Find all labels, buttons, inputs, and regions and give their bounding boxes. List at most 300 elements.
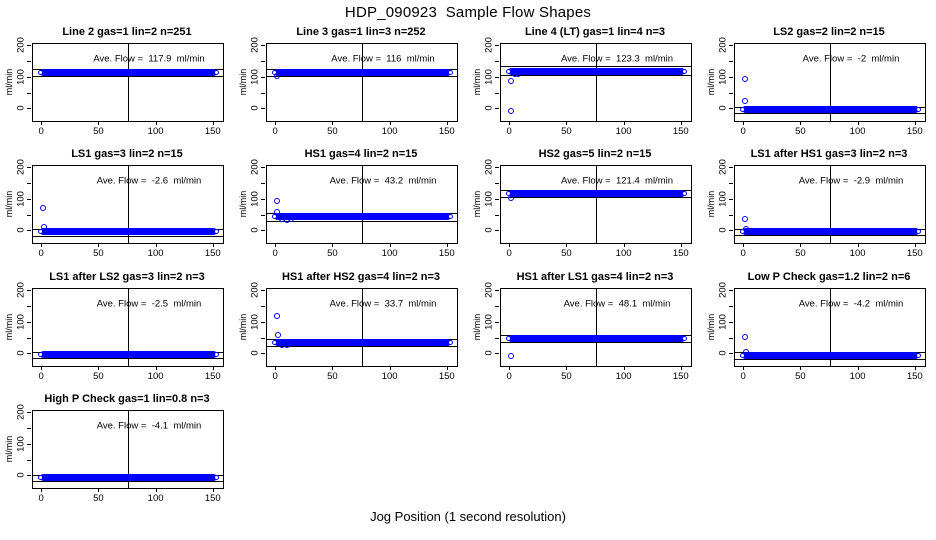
subplot-title: LS1 after LS2 gas=3 lin=2 n=3: [49, 271, 205, 283]
data-band: [40, 228, 217, 235]
band-endpoint-marker: [448, 70, 453, 75]
band-endpoint-marker: [916, 353, 921, 358]
x-tick-mark: [98, 488, 99, 492]
subplot-title: HS2 gas=5 lin=2 n=15: [538, 148, 652, 160]
figure-title: HDP_090923 Sample Flow Shapes: [344, 4, 592, 21]
x-tick-label: 50: [795, 371, 806, 382]
y-tick-mark: [261, 338, 265, 339]
y-tick-label: 200: [249, 37, 261, 53]
y-tick-mark: [27, 230, 31, 231]
band-endpoint-marker: [272, 340, 277, 345]
x-tick-label: 150: [204, 371, 221, 382]
x-tick-mark: [858, 366, 859, 370]
y-tick-mark: [729, 306, 733, 307]
y-tick-label: 200: [15, 404, 27, 420]
x-tick-mark: [509, 121, 510, 125]
x-tick-mark: [156, 121, 157, 125]
average-flow-annotation: Ave. Flow = 117.9 ml/min: [93, 53, 205, 65]
y-tick-label: 200: [717, 282, 729, 298]
y-tick-mark: [729, 230, 733, 231]
x-tick-mark: [98, 243, 99, 247]
x-tick-mark: [332, 366, 333, 370]
band-endpoint-marker: [448, 340, 453, 345]
y-tick-mark: [261, 108, 265, 109]
x-tick-label: 0: [38, 371, 44, 382]
y-tick-mark: [27, 428, 31, 429]
y-tick-mark: [27, 167, 31, 168]
x-tick-mark: [858, 243, 859, 247]
x-tick-label: 50: [795, 248, 806, 259]
x-tick-label: 50: [93, 126, 104, 137]
y-tick-mark: [261, 167, 265, 168]
data-band: [274, 339, 451, 346]
y-axis-label: ml/min: [472, 313, 482, 340]
data-band: [742, 228, 919, 235]
subplot-title: LS2 gas=2 lin=2 n=15: [773, 26, 885, 38]
x-tick-label: 0: [38, 248, 44, 259]
y-tick-label: 0: [483, 105, 495, 111]
x-tick-mark: [915, 366, 916, 370]
average-flow-annotation: Ave. Flow = 33.7 ml/min: [329, 298, 437, 310]
plot-box: [734, 165, 926, 244]
x-tick-mark: [156, 243, 157, 247]
outlier-point: [742, 98, 748, 104]
x-tick-label: 0: [506, 126, 512, 137]
y-tick-mark: [729, 167, 733, 168]
y-tick-mark: [261, 322, 265, 323]
y-tick-mark: [27, 108, 31, 109]
y-tick-mark: [729, 290, 733, 291]
subplot-panel: [702, 263, 936, 385]
x-tick-mark: [509, 366, 510, 370]
subplot-panel: [0, 263, 234, 385]
y-axis-label: ml/min: [472, 68, 482, 95]
y-tick-mark: [729, 353, 733, 354]
x-tick-mark: [624, 121, 625, 125]
y-tick-mark: [261, 306, 265, 307]
x-tick-label: 100: [147, 248, 164, 259]
y-tick-mark: [27, 475, 31, 476]
y-tick-label: 0: [249, 350, 261, 356]
x-tick-mark: [275, 121, 276, 125]
y-tick-mark: [495, 215, 499, 216]
outlier-point: [274, 313, 280, 319]
plot-box: [32, 165, 224, 244]
outlier-point: [742, 334, 748, 340]
data-band: [274, 213, 451, 220]
plot-box: [500, 165, 692, 244]
band-endpoint-marker: [682, 69, 687, 74]
outlier-point: [275, 332, 281, 338]
data-band: [40, 351, 217, 358]
subplot-title: LS1 gas=3 lin=2 n=15: [71, 148, 183, 160]
x-tick-mark: [332, 121, 333, 125]
x-tick-mark: [681, 121, 682, 125]
x-tick-label: 0: [740, 248, 746, 259]
x-tick-label: 100: [147, 126, 164, 137]
x-tick-label: 50: [561, 371, 572, 382]
y-tick-mark: [27, 93, 31, 94]
x-tick-mark: [509, 243, 510, 247]
plot-box: [500, 288, 692, 367]
average-flow-annotation: Ave. Flow = -4.1 ml/min: [96, 420, 202, 432]
y-axis-label: ml/min: [472, 190, 482, 217]
band-endpoint-marker: [214, 229, 219, 234]
x-tick-label: 0: [506, 248, 512, 259]
y-tick-mark: [27, 322, 31, 323]
x-tick-label: 150: [906, 371, 923, 382]
y-tick-mark: [495, 322, 499, 323]
y-tick-mark: [27, 77, 31, 78]
subplot-panel: [468, 140, 702, 262]
y-tick-label: 0: [717, 227, 729, 233]
y-tick-mark: [495, 306, 499, 307]
y-tick-label: 200: [249, 282, 261, 298]
y-axis-label: ml/min: [238, 313, 248, 340]
y-tick-mark: [729, 93, 733, 94]
y-tick-mark: [261, 183, 265, 184]
y-tick-label: 100: [717, 190, 729, 207]
x-tick-label: 100: [849, 371, 866, 382]
outlier-point: [742, 76, 748, 82]
y-axis-label: ml/min: [706, 313, 716, 340]
y-tick-mark: [495, 183, 499, 184]
average-flow-annotation: Ave. Flow = -4.2 ml/min: [798, 298, 904, 310]
y-tick-label: 200: [483, 282, 495, 298]
x-tick-mark: [156, 366, 157, 370]
y-tick-mark: [495, 167, 499, 168]
subplot-title: Low P Check gas=1.2 lin=2 n=6: [747, 271, 911, 283]
x-tick-label: 0: [272, 126, 278, 137]
y-tick-mark: [27, 199, 31, 200]
y-tick-label: 100: [717, 313, 729, 330]
x-tick-mark: [681, 243, 682, 247]
outlier-point: [508, 195, 514, 201]
y-tick-label: 200: [15, 37, 27, 53]
x-tick-mark: [41, 366, 42, 370]
x-tick-label: 150: [438, 248, 455, 259]
y-axis-label: ml/min: [238, 190, 248, 217]
x-tick-mark: [566, 243, 567, 247]
x-tick-label: 50: [327, 371, 338, 382]
band-endpoint-marker: [38, 70, 43, 75]
x-tick-label: 0: [38, 126, 44, 137]
outlier-point: [274, 198, 280, 204]
x-tick-mark: [624, 243, 625, 247]
data-band: [508, 190, 685, 197]
plot-box: [734, 288, 926, 367]
x-tick-mark: [447, 243, 448, 247]
average-flow-annotation: Ave. Flow = -2.6 ml/min: [96, 175, 202, 187]
y-tick-mark: [27, 61, 31, 62]
subplot-title: HS1 after LS1 gas=4 lin=2 n=3: [516, 271, 674, 283]
x-tick-mark: [213, 121, 214, 125]
subplot-panel: [0, 385, 234, 507]
y-tick-mark: [27, 412, 31, 413]
x-tick-label: 50: [327, 248, 338, 259]
average-flow-annotation: Ave. Flow = 116 ml/min: [331, 53, 435, 65]
y-tick-label: 100: [717, 68, 729, 85]
x-tick-mark: [800, 121, 801, 125]
data-band: [508, 335, 685, 342]
plot-box: [500, 43, 692, 122]
y-tick-mark: [729, 199, 733, 200]
y-tick-label: 100: [483, 313, 495, 330]
y-tick-mark: [495, 353, 499, 354]
plot-box: [266, 43, 458, 122]
y-tick-mark: [261, 93, 265, 94]
band-endpoint-marker: [214, 352, 219, 357]
band-endpoint-marker: [916, 229, 921, 234]
plot-box: [32, 43, 224, 122]
x-tick-label: 0: [272, 371, 278, 382]
x-tick-label: 100: [615, 126, 632, 137]
x-tick-label: 0: [272, 248, 278, 259]
subplot-panel: [234, 263, 468, 385]
y-tick-mark: [27, 460, 31, 461]
x-tick-label: 150: [672, 126, 689, 137]
y-axis-label: ml/min: [238, 68, 248, 95]
y-tick-label: 200: [483, 159, 495, 175]
x-tick-label: 150: [204, 126, 221, 137]
average-flow-annotation: Ave. Flow = -2 ml/min: [802, 53, 900, 65]
average-flow-annotation: Ave. Flow = 48.1 ml/min: [563, 298, 671, 310]
x-tick-mark: [624, 366, 625, 370]
x-tick-label: 100: [849, 248, 866, 259]
x-tick-label: 100: [147, 493, 164, 504]
subplot-title: Line 4 (LT) gas=1 lin=4 n=3: [524, 26, 666, 38]
x-tick-mark: [275, 243, 276, 247]
outlier-point: [508, 353, 514, 359]
x-tick-mark: [681, 366, 682, 370]
y-tick-mark: [495, 45, 499, 46]
y-tick-label: 100: [249, 190, 261, 207]
x-tick-mark: [800, 366, 801, 370]
average-flow-annotation: Ave. Flow = 121.4 ml/min: [560, 175, 674, 187]
x-tick-label: 100: [615, 371, 632, 382]
x-tick-label: 50: [561, 248, 572, 259]
x-tick-label: 150: [438, 126, 455, 137]
x-tick-label: 50: [327, 126, 338, 137]
outlier-point: [742, 216, 748, 222]
y-tick-mark: [27, 290, 31, 291]
x-tick-mark: [447, 121, 448, 125]
y-tick-label: 0: [717, 105, 729, 111]
x-tick-label: 100: [381, 248, 398, 259]
y-tick-mark: [495, 61, 499, 62]
data-band: [742, 352, 919, 359]
x-tick-label: 150: [438, 371, 455, 382]
x-tick-mark: [156, 488, 157, 492]
y-tick-label: 0: [15, 227, 27, 233]
y-tick-label: 100: [15, 68, 27, 85]
x-tick-label: 100: [147, 371, 164, 382]
band-endpoint-marker: [682, 336, 687, 341]
x-tick-label: 100: [381, 371, 398, 382]
average-flow-annotation: Ave. Flow = 43.2 ml/min: [329, 175, 437, 187]
y-tick-mark: [495, 77, 499, 78]
outlier-point: [40, 205, 46, 211]
data-band: [274, 69, 451, 76]
y-tick-label: 200: [483, 37, 495, 53]
x-tick-mark: [41, 121, 42, 125]
subplot-title: HS1 gas=4 lin=2 n=15: [304, 148, 418, 160]
plot-box: [734, 43, 926, 122]
y-tick-mark: [27, 306, 31, 307]
y-tick-label: 0: [15, 105, 27, 111]
average-flow-annotation: Ave. Flow = -2.5 ml/min: [96, 298, 202, 310]
x-tick-label: 50: [93, 493, 104, 504]
subplot-title: LS1 after HS1 gas=3 lin=2 n=3: [750, 148, 908, 160]
x-tick-label: 100: [615, 248, 632, 259]
y-tick-label: 200: [15, 159, 27, 175]
plot-box: [266, 288, 458, 367]
x-axis-title: Jog Position (1 second resolution): [370, 509, 566, 524]
y-axis-label: ml/min: [4, 435, 14, 462]
subplot-panel: [702, 18, 936, 140]
plot-box: [32, 288, 224, 367]
y-tick-label: 100: [483, 190, 495, 207]
subplot-panel: [702, 140, 936, 262]
y-tick-label: 0: [717, 350, 729, 356]
y-tick-mark: [27, 215, 31, 216]
x-tick-mark: [390, 121, 391, 125]
subplot-title: Line 3 gas=1 lin=3 n=252: [296, 26, 426, 38]
y-tick-label: 200: [717, 37, 729, 53]
data-band: [40, 69, 217, 76]
subplot-panel: [468, 18, 702, 140]
x-tick-label: 150: [672, 248, 689, 259]
x-tick-mark: [98, 121, 99, 125]
band-endpoint-marker: [740, 107, 745, 112]
x-tick-label: 0: [740, 126, 746, 137]
data-band: [742, 106, 919, 113]
subplot-panel: [234, 18, 468, 140]
subplot-title: Line 2 gas=1 lin=2 n=251: [62, 26, 192, 38]
y-tick-label: 100: [249, 68, 261, 85]
x-tick-label: 0: [740, 371, 746, 382]
y-tick-mark: [729, 108, 733, 109]
y-tick-mark: [729, 215, 733, 216]
x-tick-mark: [41, 488, 42, 492]
x-tick-mark: [743, 243, 744, 247]
x-tick-mark: [275, 366, 276, 370]
y-tick-label: 100: [483, 68, 495, 85]
band-endpoint-marker: [214, 70, 219, 75]
outlier-point: [515, 71, 521, 77]
average-flow-annotation: Ave. Flow = -2.9 ml/min: [798, 175, 904, 187]
y-tick-mark: [495, 93, 499, 94]
x-tick-label: 50: [795, 126, 806, 137]
x-tick-mark: [858, 121, 859, 125]
x-tick-mark: [743, 121, 744, 125]
subplot-panel: [0, 18, 234, 140]
x-tick-label: 100: [849, 126, 866, 137]
outlier-point: [274, 209, 280, 215]
average-flow-annotation: Ave. Flow = 123.3 ml/min: [560, 53, 674, 65]
y-tick-mark: [27, 444, 31, 445]
x-tick-label: 150: [672, 371, 689, 382]
y-axis-label: ml/min: [4, 190, 14, 217]
x-tick-label: 150: [906, 248, 923, 259]
y-tick-mark: [261, 290, 265, 291]
band-endpoint-marker: [682, 191, 687, 196]
y-tick-label: 0: [15, 350, 27, 356]
y-tick-mark: [495, 338, 499, 339]
outlier-point: [284, 342, 290, 348]
y-tick-label: 100: [249, 313, 261, 330]
y-tick-mark: [729, 322, 733, 323]
y-tick-label: 100: [15, 313, 27, 330]
x-tick-mark: [390, 366, 391, 370]
y-tick-mark: [729, 61, 733, 62]
band-endpoint-marker: [214, 475, 219, 480]
x-tick-mark: [915, 121, 916, 125]
y-tick-mark: [27, 183, 31, 184]
band-endpoint-marker: [916, 107, 921, 112]
x-tick-mark: [915, 243, 916, 247]
outlier-point: [508, 78, 514, 84]
y-tick-mark: [495, 108, 499, 109]
y-tick-mark: [729, 45, 733, 46]
x-tick-label: 50: [93, 248, 104, 259]
y-tick-mark: [729, 338, 733, 339]
outlier-point: [508, 108, 514, 114]
x-tick-label: 0: [38, 493, 44, 504]
band-endpoint-marker: [506, 336, 511, 341]
x-tick-mark: [332, 243, 333, 247]
y-axis-label: ml/min: [706, 68, 716, 95]
x-tick-label: 50: [93, 371, 104, 382]
data-band: [40, 474, 217, 481]
subplot-panel: [468, 263, 702, 385]
x-tick-label: 150: [906, 126, 923, 137]
band-endpoint-marker: [506, 69, 511, 74]
y-tick-label: 0: [15, 472, 27, 478]
outlier-point: [274, 73, 280, 79]
y-tick-label: 100: [15, 190, 27, 207]
x-tick-mark: [566, 366, 567, 370]
y-tick-mark: [261, 230, 265, 231]
x-tick-mark: [213, 366, 214, 370]
subplot-panel: [234, 140, 468, 262]
y-tick-mark: [729, 77, 733, 78]
data-band: [508, 68, 685, 75]
x-tick-mark: [213, 488, 214, 492]
x-tick-mark: [390, 243, 391, 247]
y-tick-label: 0: [483, 227, 495, 233]
y-tick-label: 0: [249, 105, 261, 111]
y-tick-mark: [261, 45, 265, 46]
x-tick-mark: [98, 366, 99, 370]
x-tick-mark: [566, 121, 567, 125]
x-tick-mark: [447, 366, 448, 370]
x-tick-label: 0: [506, 371, 512, 382]
subplot-title: High P Check gas=1 lin=0.8 n=3: [44, 393, 210, 405]
y-tick-mark: [729, 183, 733, 184]
y-tick-mark: [495, 199, 499, 200]
y-tick-mark: [261, 353, 265, 354]
y-tick-mark: [495, 230, 499, 231]
y-tick-mark: [261, 199, 265, 200]
y-tick-label: 0: [483, 350, 495, 356]
x-tick-mark: [800, 243, 801, 247]
y-tick-label: 0: [249, 227, 261, 233]
x-tick-mark: [743, 366, 744, 370]
y-tick-mark: [27, 338, 31, 339]
y-tick-mark: [261, 61, 265, 62]
y-tick-label: 200: [15, 282, 27, 298]
